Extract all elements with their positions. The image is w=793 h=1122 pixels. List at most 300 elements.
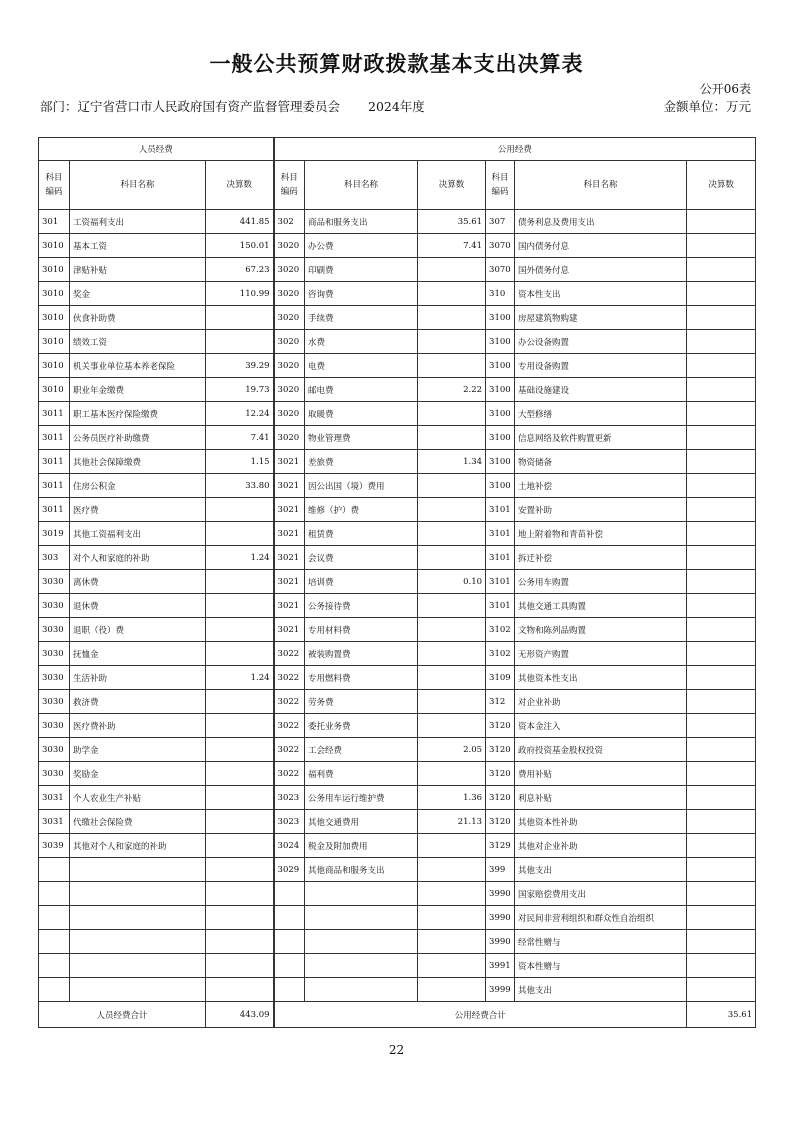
cell-amount: [687, 282, 756, 306]
col-amount: 决算数: [687, 161, 756, 210]
cell-name: [70, 858, 206, 882]
cell-code: 3990: [486, 930, 515, 954]
table-row: [39, 954, 756, 978]
cell-name: 退职（役）费: [70, 618, 206, 642]
cell-name: 机关事业单位基本养老保险: [70, 354, 206, 378]
cell-amount: [687, 570, 756, 594]
cell-name: 奖励金: [70, 762, 206, 786]
cell-amount: [418, 498, 486, 522]
cell-amount: 1.34: [418, 450, 486, 474]
cell-code: 3101: [486, 570, 515, 594]
col-name: 科目名称: [305, 161, 418, 210]
cell-code: 3010: [39, 330, 70, 354]
cell-code: 3019: [39, 522, 70, 546]
cell-code: 3021: [274, 474, 305, 498]
cell-code: 302: [274, 210, 305, 234]
cell-amount: [418, 906, 486, 930]
cell-code: 3120: [486, 714, 515, 738]
table-row: [39, 834, 756, 858]
cell-amount: 1.24: [206, 546, 274, 570]
cell-code: 3030: [39, 618, 70, 642]
cell-name: 会议费: [305, 546, 418, 570]
cell-name: 维修（护）费: [305, 498, 418, 522]
cell-code: 3120: [486, 810, 515, 834]
cell-amount: 1.15: [206, 450, 274, 474]
cell-amount: [418, 882, 486, 906]
cell-code: 3100: [486, 426, 515, 450]
cell-name: 资本金注入: [515, 714, 687, 738]
cell-amount: [687, 546, 756, 570]
cell-amount: [206, 594, 274, 618]
cell-name: 办公费: [305, 234, 418, 258]
cell-amount: 39.29: [206, 354, 274, 378]
cell-amount: 1.24: [206, 666, 274, 690]
cell-name: 工会经费: [305, 738, 418, 762]
cell-code: 3129: [486, 834, 515, 858]
cell-amount: [418, 594, 486, 618]
table-row: [39, 738, 756, 762]
cell-amount: 1.36: [418, 786, 486, 810]
cell-code: 3011: [39, 498, 70, 522]
personnel-total-value: 443.09: [206, 1002, 274, 1028]
cell-code: 399: [486, 858, 515, 882]
cell-code: [39, 978, 70, 1002]
table-row: [39, 498, 756, 522]
table-row: [39, 810, 756, 834]
cell-code: 3100: [486, 378, 515, 402]
cell-code: 3011: [39, 402, 70, 426]
cell-amount: [206, 954, 274, 978]
cell-code: 3100: [486, 474, 515, 498]
cell-name: 其他对企业补助: [515, 834, 687, 858]
cell-name: 生活补助: [70, 666, 206, 690]
cell-amount: 0.10: [418, 570, 486, 594]
cell-amount: [206, 810, 274, 834]
cell-name: 专用燃料费: [305, 666, 418, 690]
cell-amount: [418, 930, 486, 954]
cell-code: 3070: [486, 234, 515, 258]
cell-name: 劳务费: [305, 690, 418, 714]
cell-code: 3030: [39, 762, 70, 786]
cell-code: 3120: [486, 762, 515, 786]
cell-amount: [206, 930, 274, 954]
cell-name: [70, 930, 206, 954]
cell-amount: [687, 762, 756, 786]
cell-amount: [687, 210, 756, 234]
cell-amount: [687, 642, 756, 666]
cell-code: [274, 954, 305, 978]
cell-code: 307: [486, 210, 515, 234]
public-total-label: 公用经费合计: [274, 1002, 687, 1028]
cell-code: 3010: [39, 378, 70, 402]
cell-name: 退休费: [70, 594, 206, 618]
table-row: [39, 402, 756, 426]
cell-amount: [418, 546, 486, 570]
cell-amount: 441.85: [206, 210, 274, 234]
cell-amount: 19.73: [206, 378, 274, 402]
cell-code: 3100: [486, 354, 515, 378]
cell-name: [305, 954, 418, 978]
table-row: [39, 234, 756, 258]
table-row: [39, 690, 756, 714]
table-row: [39, 282, 756, 306]
cell-name: 职业年金缴费: [70, 378, 206, 402]
cell-amount: [687, 522, 756, 546]
cell-amount: 67.23: [206, 258, 274, 282]
cell-code: 3990: [486, 906, 515, 930]
cell-name: [305, 930, 418, 954]
cell-name: [305, 906, 418, 930]
table-row: [39, 882, 756, 906]
cell-code: 3120: [486, 738, 515, 762]
cell-code: [39, 906, 70, 930]
cell-name: [305, 978, 418, 1002]
cell-amount: [687, 450, 756, 474]
table-row: [39, 522, 756, 546]
cell-name: 安置补助: [515, 498, 687, 522]
cell-name: 其他社会保障缴费: [70, 450, 206, 474]
cell-name: 离休费: [70, 570, 206, 594]
cell-amount: [687, 498, 756, 522]
cell-code: 3109: [486, 666, 515, 690]
cell-name: 经常性赠与: [515, 930, 687, 954]
cell-amount: [687, 330, 756, 354]
cell-code: 3030: [39, 714, 70, 738]
cell-code: 3023: [274, 810, 305, 834]
cell-code: 3010: [39, 282, 70, 306]
cell-name: 费用补贴: [515, 762, 687, 786]
cell-code: 3022: [274, 642, 305, 666]
cell-name: 邮电费: [305, 378, 418, 402]
cell-code: 3101: [486, 522, 515, 546]
cell-code: 3020: [274, 354, 305, 378]
cell-name: 福利费: [305, 762, 418, 786]
cell-name: 培训费: [305, 570, 418, 594]
cell-name: 政府投资基金股权投资: [515, 738, 687, 762]
table-row: [39, 306, 756, 330]
table-row: [39, 642, 756, 666]
table-row: [39, 210, 756, 234]
cell-amount: [687, 978, 756, 1002]
cell-code: 3010: [39, 354, 70, 378]
cell-name: 土地补偿: [515, 474, 687, 498]
totals-row: [39, 1002, 756, 1028]
personnel-total-label: 人员经费合计: [39, 1002, 206, 1028]
cell-code: 3021: [274, 450, 305, 474]
cell-name: 文物和陈列品购置: [515, 618, 687, 642]
cell-code: 3021: [274, 546, 305, 570]
cell-amount: [206, 762, 274, 786]
cell-amount: [687, 234, 756, 258]
cell-amount: [687, 930, 756, 954]
cell-amount: [206, 882, 274, 906]
cell-name: 医疗费: [70, 498, 206, 522]
cell-amount: 33.80: [206, 474, 274, 498]
cell-code: 3101: [486, 594, 515, 618]
table-row: [39, 330, 756, 354]
cell-name: 国内债务付息: [515, 234, 687, 258]
cell-amount: [206, 738, 274, 762]
cell-name: 公务用车购置: [515, 570, 687, 594]
cell-amount: [418, 402, 486, 426]
cell-amount: [687, 594, 756, 618]
cell-name: 伙食补助费: [70, 306, 206, 330]
cell-amount: [206, 618, 274, 642]
cell-amount: [418, 354, 486, 378]
table-row: [39, 258, 756, 282]
table-row: [39, 618, 756, 642]
cell-amount: [687, 690, 756, 714]
cell-amount: 12.24: [206, 402, 274, 426]
cell-amount: [418, 306, 486, 330]
cell-amount: [687, 834, 756, 858]
department-label: 部门：辽宁省营口市人民政府国有资产监督管理委员会: [40, 99, 341, 114]
cell-amount: [687, 882, 756, 906]
cell-code: 3030: [39, 594, 70, 618]
cell-name: 职工基本医疗保险缴费: [70, 402, 206, 426]
cell-name: 其他资本性支出: [515, 666, 687, 690]
cell-code: 3020: [274, 282, 305, 306]
cell-name: 手续费: [305, 306, 418, 330]
cell-name: 助学金: [70, 738, 206, 762]
cell-name: 公务接待费: [305, 594, 418, 618]
cell-code: 3020: [274, 402, 305, 426]
cell-amount: [418, 978, 486, 1002]
cell-code: [39, 930, 70, 954]
cell-amount: [687, 474, 756, 498]
cell-code: 3100: [486, 402, 515, 426]
cell-amount: [206, 330, 274, 354]
section-header-row: [39, 138, 756, 161]
table-row: [39, 546, 756, 570]
cell-name: 办公设备购置: [515, 330, 687, 354]
cell-name: 专用材料费: [305, 618, 418, 642]
col-amount: 决算数: [206, 161, 274, 210]
cell-code: 3021: [274, 570, 305, 594]
cell-name: [70, 882, 206, 906]
cell-name: 绩效工资: [70, 330, 206, 354]
cell-code: 3070: [486, 258, 515, 282]
cell-code: 3030: [39, 690, 70, 714]
cell-amount: [206, 714, 274, 738]
col-code: 科目编码: [274, 161, 305, 210]
cell-amount: 2.05: [418, 738, 486, 762]
table-row: [39, 450, 756, 474]
table-row: [39, 666, 756, 690]
cell-name: 资本性赠与: [515, 954, 687, 978]
cell-name: 电费: [305, 354, 418, 378]
cell-amount: [206, 834, 274, 858]
cell-amount: [418, 834, 486, 858]
cell-name: 其他商品和服务支出: [305, 858, 418, 882]
cell-amount: [206, 522, 274, 546]
cell-name: 商品和服务支出: [305, 210, 418, 234]
cell-name: 取暖费: [305, 402, 418, 426]
cell-name: 津贴补贴: [70, 258, 206, 282]
cell-code: 3039: [39, 834, 70, 858]
col-code: 科目编码: [486, 161, 515, 210]
cell-name: 其他对个人和家庭的补助: [70, 834, 206, 858]
cell-amount: [687, 786, 756, 810]
cell-code: 3011: [39, 474, 70, 498]
cell-name: 印刷费: [305, 258, 418, 282]
table-row: [39, 906, 756, 930]
cell-code: 3021: [274, 498, 305, 522]
cell-code: 3024: [274, 834, 305, 858]
cell-amount: 150.01: [206, 234, 274, 258]
cell-code: 3030: [39, 642, 70, 666]
cell-code: 310: [486, 282, 515, 306]
table-row: [39, 714, 756, 738]
cell-amount: [687, 738, 756, 762]
cell-name: 公务员医疗补助缴费: [70, 426, 206, 450]
cell-code: 3023: [274, 786, 305, 810]
cell-code: 3991: [486, 954, 515, 978]
cell-amount: [206, 786, 274, 810]
cell-name: 拆迁补偿: [515, 546, 687, 570]
cell-code: 3010: [39, 258, 70, 282]
cell-name: 其他工资福利支出: [70, 522, 206, 546]
cell-amount: [687, 906, 756, 930]
cell-name: 大型修缮: [515, 402, 687, 426]
cell-name: 委托业务费: [305, 714, 418, 738]
cell-amount: [418, 522, 486, 546]
cell-code: 3011: [39, 426, 70, 450]
cell-amount: [687, 258, 756, 282]
cell-amount: [418, 954, 486, 978]
cell-name: 对企业补助: [515, 690, 687, 714]
cell-code: 3010: [39, 234, 70, 258]
cell-name: [70, 906, 206, 930]
cell-name: 差旅费: [305, 450, 418, 474]
cell-code: 3022: [274, 690, 305, 714]
cell-amount: 2.22: [418, 378, 486, 402]
cell-code: [39, 882, 70, 906]
cell-name: 国外债务付息: [515, 258, 687, 282]
cell-name: 其他支出: [515, 858, 687, 882]
cell-amount: 35.61: [418, 210, 486, 234]
cell-name: 地上附着物和青苗补偿: [515, 522, 687, 546]
col-amount: 决算数: [418, 161, 486, 210]
cell-name: [70, 954, 206, 978]
cell-amount: [206, 858, 274, 882]
cell-amount: [687, 306, 756, 330]
cell-amount: 21.13: [418, 810, 486, 834]
cell-name: 工资福利支出: [70, 210, 206, 234]
cell-code: 3031: [39, 786, 70, 810]
cell-name: 公务用车运行维护费: [305, 786, 418, 810]
year-label: 2024年度: [368, 99, 425, 114]
cell-code: [274, 930, 305, 954]
cell-amount: [206, 642, 274, 666]
cell-amount: [206, 690, 274, 714]
cell-name: 房屋建筑物购建: [515, 306, 687, 330]
public-total-value: 35.61: [687, 1002, 756, 1028]
cell-code: [274, 978, 305, 1002]
cell-name: 对个人和家庭的补助: [70, 546, 206, 570]
section-public: 公用经费: [274, 138, 756, 161]
cell-code: 3010: [39, 306, 70, 330]
table-row: [39, 354, 756, 378]
cell-name: 其他交通工具购置: [515, 594, 687, 618]
cell-amount: [687, 402, 756, 426]
cell-amount: [687, 858, 756, 882]
cell-code: 301: [39, 210, 70, 234]
table-row: [39, 594, 756, 618]
cell-name: 国家赔偿费用支出: [515, 882, 687, 906]
cell-name: 税金及附加费用: [305, 834, 418, 858]
cell-amount: 7.41: [418, 234, 486, 258]
cell-amount: [687, 618, 756, 642]
cell-code: 3100: [486, 330, 515, 354]
cell-amount: [418, 330, 486, 354]
cell-amount: [418, 642, 486, 666]
cell-name: 咨询费: [305, 282, 418, 306]
cell-code: 3101: [486, 546, 515, 570]
cell-amount: 110.99: [206, 282, 274, 306]
cell-code: 3990: [486, 882, 515, 906]
cell-amount: [418, 618, 486, 642]
column-header-row: [39, 161, 756, 210]
cell-amount: [687, 666, 756, 690]
cell-code: 312: [486, 690, 515, 714]
cell-name: 其他支出: [515, 978, 687, 1002]
cell-name: 其他资本性补助: [515, 810, 687, 834]
col-name: 科目名称: [515, 161, 687, 210]
cell-name: 水费: [305, 330, 418, 354]
cell-name: 对民间非营利组织和群众性自治组织: [515, 906, 687, 930]
cell-name: 奖金: [70, 282, 206, 306]
cell-amount: [206, 978, 274, 1002]
cell-name: 物业管理费: [305, 426, 418, 450]
cell-name: 个人农业生产补贴: [70, 786, 206, 810]
cell-code: 3102: [486, 642, 515, 666]
cell-amount: [206, 306, 274, 330]
cell-code: 303: [39, 546, 70, 570]
table-row: [39, 570, 756, 594]
cell-code: 3030: [39, 666, 70, 690]
cell-name: 物资储备: [515, 450, 687, 474]
cell-name: 信息网络及软件购置更新: [515, 426, 687, 450]
expenditure-table: [38, 137, 756, 1028]
cell-code: 3102: [486, 618, 515, 642]
cell-code: 3022: [274, 762, 305, 786]
cell-name: 专用设备购置: [515, 354, 687, 378]
cell-amount: [687, 810, 756, 834]
table-row: [39, 474, 756, 498]
cell-code: 3029: [274, 858, 305, 882]
cell-name: 基本工资: [70, 234, 206, 258]
cell-name: 救济费: [70, 690, 206, 714]
cell-code: 3021: [274, 594, 305, 618]
cell-code: [274, 882, 305, 906]
cell-code: 3022: [274, 738, 305, 762]
table-row: [39, 426, 756, 450]
form-number: 公开06表: [699, 82, 751, 96]
table-row: [39, 762, 756, 786]
cell-amount: [418, 690, 486, 714]
cell-code: 3120: [486, 786, 515, 810]
cell-code: 3011: [39, 450, 70, 474]
cell-amount: [418, 666, 486, 690]
cell-code: 3022: [274, 714, 305, 738]
cell-name: 利息补贴: [515, 786, 687, 810]
cell-code: 3021: [274, 618, 305, 642]
cell-code: 3031: [39, 810, 70, 834]
cell-name: 基础设施建设: [515, 378, 687, 402]
col-code: 科目编码: [39, 161, 70, 210]
cell-amount: [418, 258, 486, 282]
